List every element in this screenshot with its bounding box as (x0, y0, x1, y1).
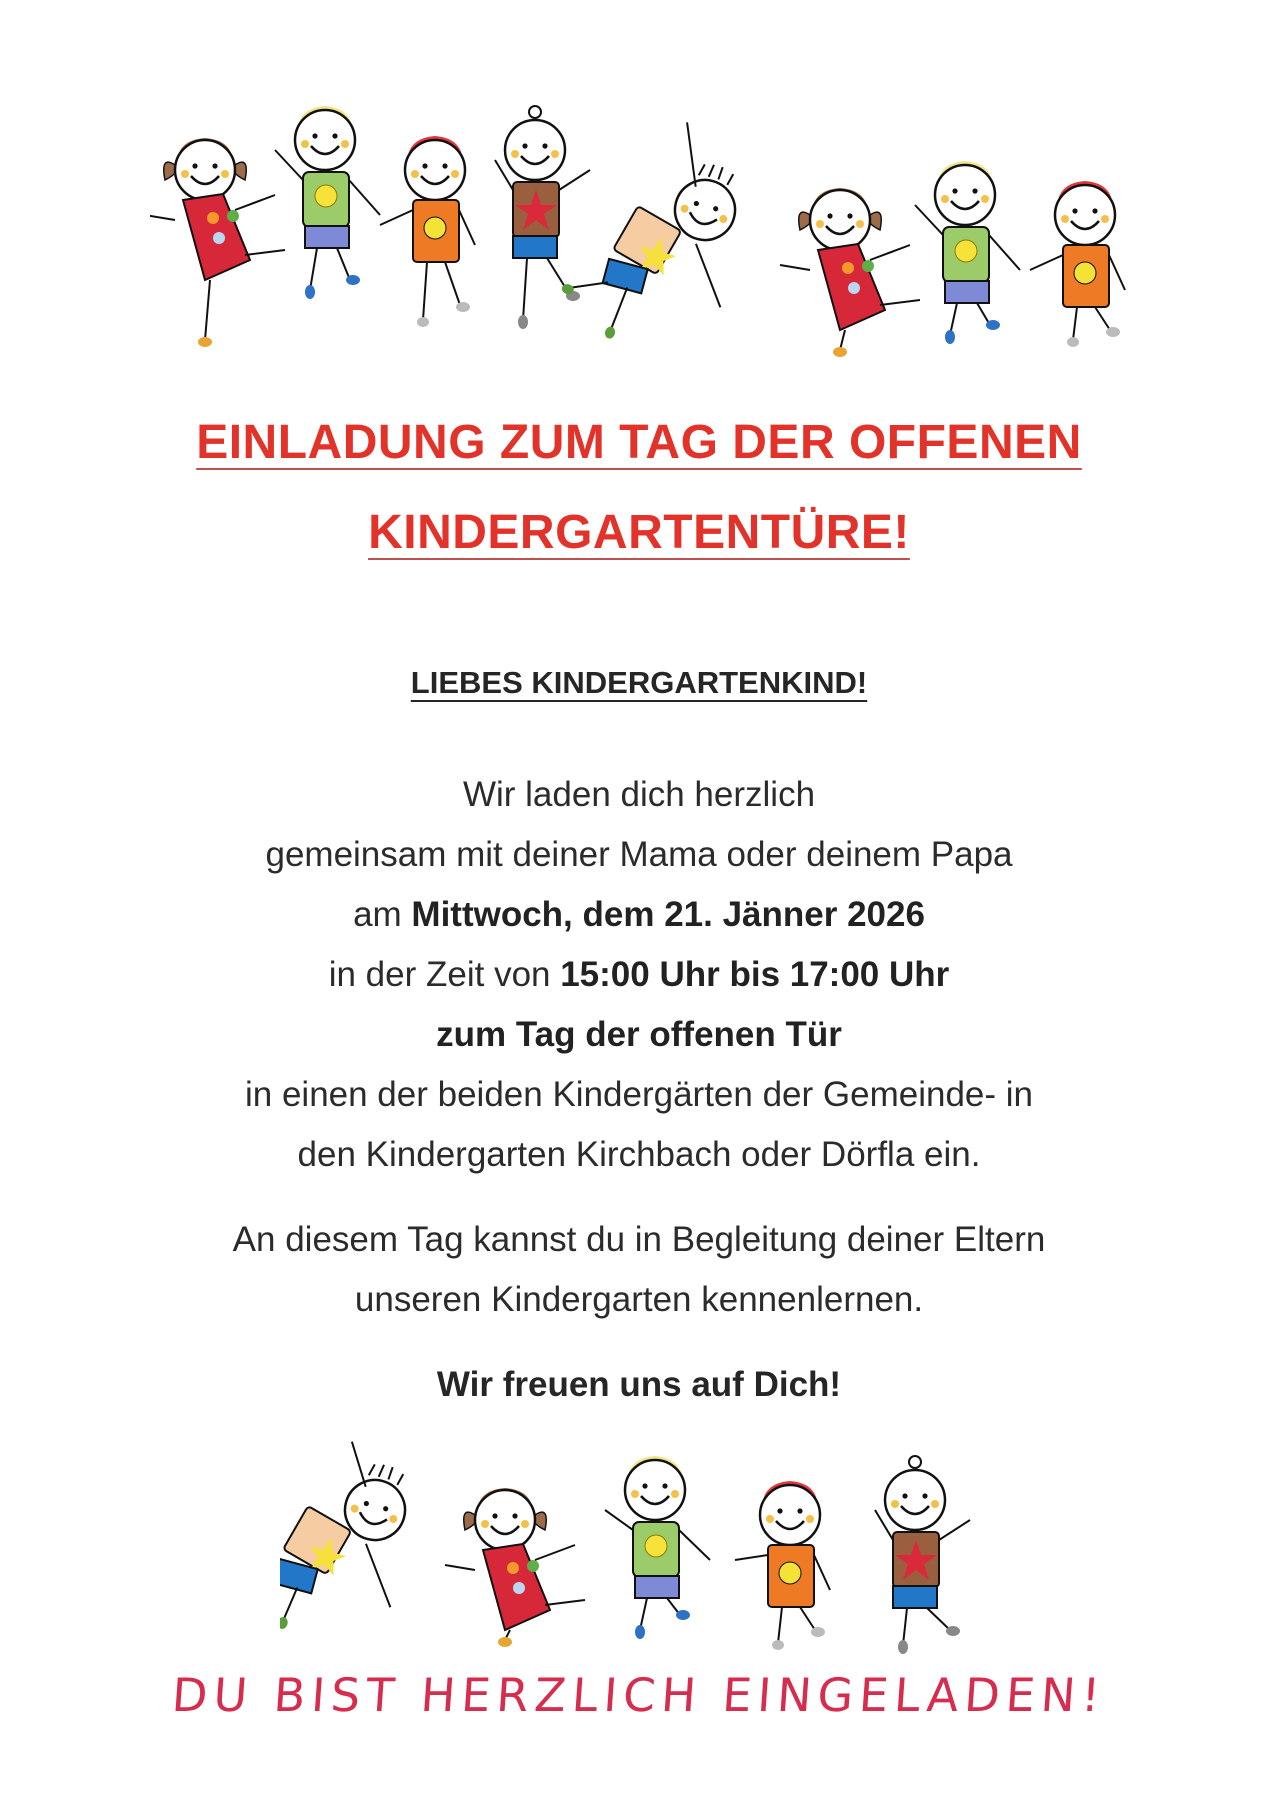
children-illustration-icon (280, 1440, 1000, 1670)
body-para2-line-1: An diesem Tag kannst du in Begleitung deiner Eltern (232, 1220, 1046, 1259)
event-name: zum Tag der offenen Tür (436, 1015, 842, 1054)
event-date: Mittwoch, dem 21. Jänner 2026 (411, 895, 925, 934)
footer-invitation-text: DU BIST HERZLICH EINGELADEN! (170, 1668, 1108, 1722)
event-time: 15:00 Uhr bis 17:00 Uhr (560, 955, 950, 994)
time-prefix: in der Zeit von (328, 955, 561, 994)
top-children-illustration (150, 100, 1210, 360)
invitation-title-line2 (0, 505, 1278, 560)
body-line-event (0, 1015, 1278, 1055)
body-line-time (0, 955, 1278, 995)
body-line-7: den Kindergarten Kirchbach oder Dörfla ein. (297, 1135, 981, 1174)
salutation-heading (0, 665, 1278, 701)
body-line-1: Wir laden dich herzlich (462, 775, 816, 814)
invitation-title-line1 (0, 415, 1278, 470)
children-illustration-icon (150, 100, 1210, 360)
body-line-6: in einen der beiden Kindergärten der Gemeinde- in (244, 1075, 1033, 1114)
date-prefix: am (353, 895, 412, 934)
body-para2-line-2: unseren Kindergarten kennenlernen. (354, 1280, 924, 1319)
body-line-2: gemeinsam mit deiner Mama oder deinem Papa (265, 835, 1013, 874)
body-line-date (0, 895, 1278, 935)
bottom-children-illustration (280, 1440, 1000, 1670)
salutation-text: LIEBES KINDERGARTENKIND! (410, 665, 868, 700)
title-text-2: KINDERGARTENTÜRE! (368, 506, 910, 559)
closing-text: Wir freuen uns auf Dich! (436, 1365, 842, 1404)
title-text-1: EINLADUNG ZUM TAG DER OFFENEN (196, 416, 1082, 469)
